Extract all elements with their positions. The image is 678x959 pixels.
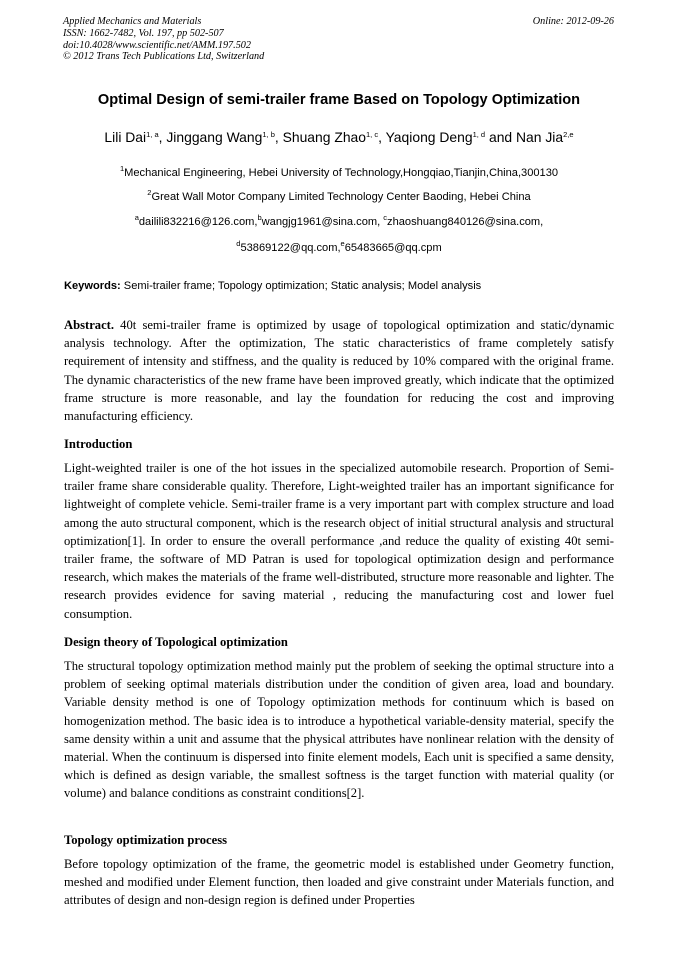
author-name: Jinggang Wang <box>166 129 263 145</box>
affiliation-sup: 1 <box>119 164 125 173</box>
author-affil-sup: 1, a <box>146 130 159 139</box>
email-sup: b <box>257 213 262 222</box>
author-affil-sup: 2,e <box>563 130 574 139</box>
email-line-1 <box>20 213 658 228</box>
affiliation-2 <box>20 188 658 203</box>
author-name: Nan Jia <box>516 129 564 145</box>
email-address: wangjg1961@sina.com, <box>261 216 384 228</box>
journal-doi: doi:10.4028/www.scientific.net/AMM.197.502 <box>63 39 251 51</box>
author-affil-sup: 1, c <box>366 130 379 139</box>
section-heading-topology-process: Topology optimization process <box>64 833 228 847</box>
email-sup: a <box>134 213 139 222</box>
affiliation-1 <box>20 164 658 179</box>
design-theory-paragraph: The structural topology optimization method mainly put the problem of seeking the optimal structure into a problem of seeking optimal materials distribution under the condition of given area, load and boundary. Variable density method is one of Topology optimization methods for continuum which is based on homogenization method. The basic idea is to introduce a hypothetical variable-density material, specify the same density within a unit and assume that the physical attributes have nonlinear relation with the density of material. When the continuum is dispersed into finite element models, Each unit is specified a same density, which is defined as design variable, the smallest softness is the target function with material quality (or volume) and balance conditions as constraint conditions[2]. <box>64 659 614 801</box>
email-address: 65483665@qq.cpm <box>344 242 442 254</box>
author-separator: and <box>485 129 517 145</box>
section-heading-introduction: Introduction <box>64 437 133 451</box>
email-address: 53869122@qq.com, <box>240 242 341 254</box>
author-name: Yaqiong Deng <box>385 129 473 145</box>
affiliation-text: Great Wall Motor Company Limited Technology Center Baoding, Hebei China <box>151 191 531 203</box>
email-line-2 <box>20 239 658 254</box>
author-separator: , <box>274 129 283 145</box>
keywords-label: Keywords: <box>64 280 121 292</box>
email-sup: e <box>340 239 345 248</box>
journal-issn: ISSN: 1662-7482, Vol. 197, pp 502-507 <box>63 27 224 39</box>
keywords <box>64 280 618 292</box>
journal-name: Applied Mechanics and Materials <box>63 16 202 27</box>
affiliation-sup: 2 <box>147 188 152 197</box>
author-affil-sup: 1, d <box>472 130 486 139</box>
abstract <box>64 316 614 425</box>
journal-copyright: © 2012 Trans Tech Publications Ltd, Switzerland <box>63 51 265 63</box>
abstract-text: 40t semi-trailer frame is optimized by usage of topological optimization and static/dynamic analysis technology. After the optimization, The static characteristics of frame completely satisfy requirement of intensity and stiffness, and the quality is reduced by 10% compared with the original frame. The dynamic characteristics of the new frame have been improved greatly, which indicate that the optimized frame structure is more reasonable, and lay the foundation for reducing the cost and improving manufacturing efficiency. <box>64 318 614 424</box>
keywords-text: Semi-trailer frame; Topology optimization; Static analysis; Model analysis <box>120 280 482 292</box>
affiliation-text: Mechanical Engineering, Hebei University of Technology,Hongqiao,Tianjin,China,300130 <box>124 167 559 179</box>
author-affil-sup: 1, b <box>262 130 275 139</box>
section-heading-design-theory: Design theory of Topological optimization <box>64 635 288 649</box>
author-name: Shuang Zhao <box>282 129 367 145</box>
topology-process-paragraph: Before topology optimization of the frame, the geometric model is established under Geometry function, meshed and modified under Element function, then loaded and give constraint under Materials function, and attributes of design and non-design region is defined under Properties <box>64 857 614 908</box>
abstract-label: Abstract. <box>64 318 115 332</box>
paper-title: Optimal Design of semi-trailer frame Based on Topology Optimization <box>97 92 581 108</box>
email-address: dailili832216@126.com, <box>138 216 258 228</box>
email-sup: d <box>236 239 241 248</box>
journal-header <box>63 16 264 63</box>
author-separator: , <box>378 129 386 145</box>
online-date: Online: 2012-09-26 <box>532 16 614 27</box>
author-separator: , <box>158 129 167 145</box>
author-name: Lili Dai <box>104 129 147 145</box>
author-list <box>20 129 658 145</box>
email-address: zhaoshuang840126@sina.com, <box>387 216 544 228</box>
introduction-paragraph: Light-weighted trailer is one of the hot issues in the specialized automobile research. Proportion of Semi-trailer frame share considerable quality. Therefore, Light-weighted trailer has an important significance for lightweight of complete vehicle. Semi-trailer frame is a very important part with complex structure and load among the auto structural component, which is the research object of initial structural analysis and structural optimization[1]. In order to ensure the overall performance ,and reduce the quality of existing 40t semi-trailer frame, the software of MD Patran is used for topological optimization design and performance research, which makes the materials of the frame well-distributed, structure more reasonable and lighter. The research provides evidence for saving material , reducing the manufacturing cost and lower fuel consumption. <box>64 461 614 621</box>
email-sup: c <box>383 213 388 222</box>
